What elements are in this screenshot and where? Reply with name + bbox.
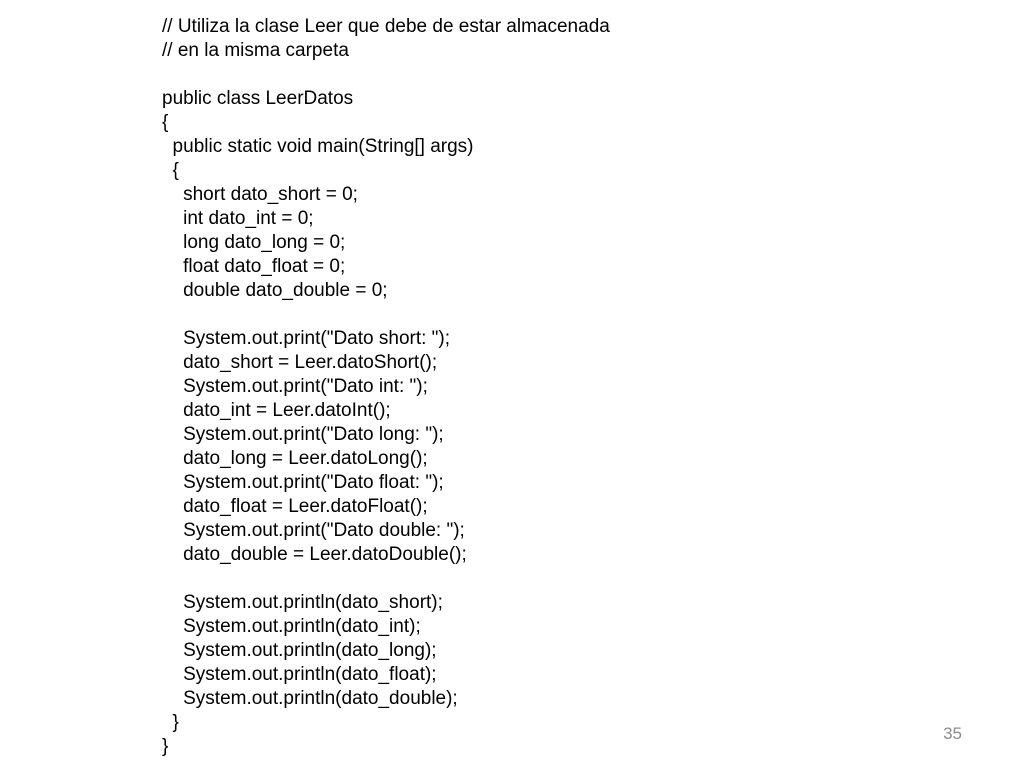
code-line: } — [162, 736, 169, 757]
code-line — [162, 567, 610, 591]
code-line: { — [162, 112, 169, 133]
code-line: System.out.print("Dato short: "); — [162, 328, 451, 349]
code-line: System.out.println(dato_short); — [162, 592, 443, 613]
code-line: float dato_float = 0; — [162, 256, 346, 277]
code-line: // Utiliza la clase Leer que debe de estar almacenada — [162, 16, 610, 37]
code-line: System.out.println(dato_long); — [162, 640, 437, 661]
code-line: long dato_long = 0; — [162, 232, 346, 253]
code-line: System.out.println(dato_float); — [162, 664, 437, 685]
code-line: dato_long = Leer.datoLong(); — [162, 448, 428, 469]
code-line: System.out.print("Dato int: "); — [162, 376, 428, 397]
slide-number: 35 — [943, 724, 962, 743]
code-line: short dato_short = 0; — [162, 184, 358, 205]
code-line — [162, 63, 610, 87]
code-line: public class LeerDatos — [162, 88, 354, 109]
code-line: dato_double = Leer.datoDouble(); — [162, 544, 467, 565]
code-line — [162, 303, 610, 327]
code-line: System.out.print("Dato float: "); — [162, 472, 444, 493]
code-line: System.out.print("Dato long: "); — [162, 424, 444, 445]
code-line: } — [162, 712, 179, 733]
code-line: double dato_double = 0; — [162, 280, 388, 301]
code-line: dato_int = Leer.datoInt(); — [162, 400, 391, 421]
code-line: System.out.print("Dato double: "); — [162, 520, 465, 541]
code-line: dato_float = Leer.datoFloat(); — [162, 496, 428, 517]
code-line: System.out.println(dato_double); — [162, 688, 458, 709]
code-listing — [162, 15, 610, 759]
code-line: System.out.println(dato_int); — [162, 616, 421, 637]
code-line: dato_short = Leer.datoShort(); — [162, 352, 438, 373]
code-line: public static void main(String[] args) — [162, 136, 474, 157]
code-line: // en la misma carpeta — [162, 40, 349, 61]
code-line: int dato_int = 0; — [162, 208, 314, 229]
code-line: { — [162, 160, 179, 181]
